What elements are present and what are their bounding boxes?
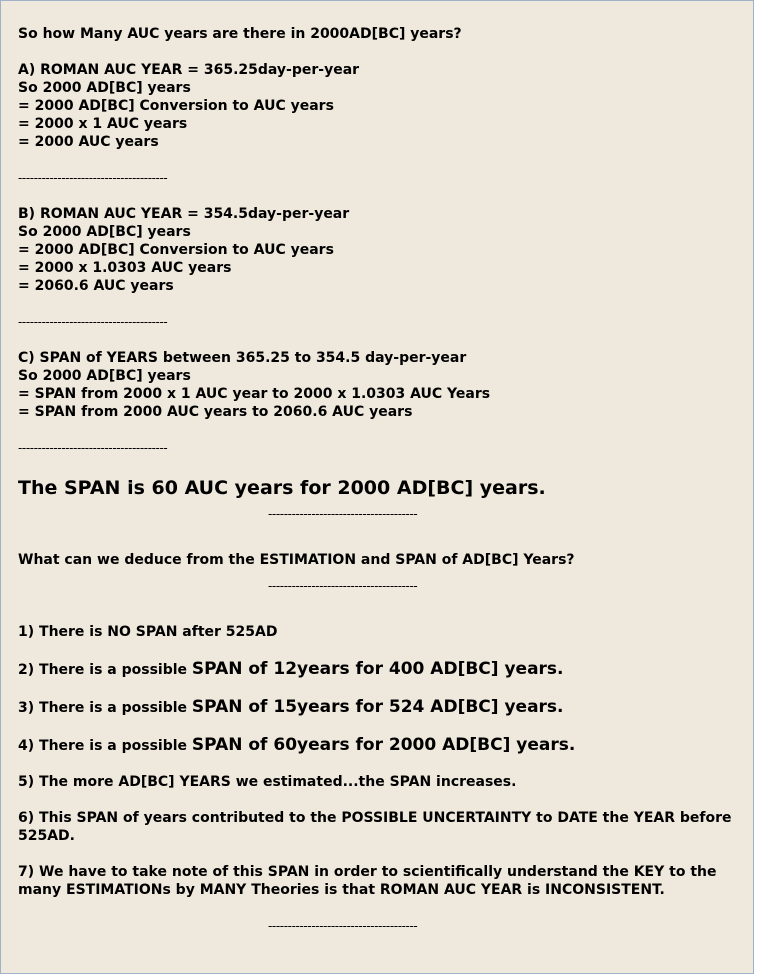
- section-b-line: = 2000 x 1.0303 AUC years: [18, 260, 232, 276]
- conclusion-heading: The SPAN is 60 AUC years for 2000 AD[BC] years.: [18, 477, 546, 499]
- separator-line: --------------------------------------: [268, 507, 418, 521]
- point-3: [18, 698, 738, 717]
- section-b-line: So 2000 AD[BC] years: [18, 224, 191, 240]
- section-a: [18, 61, 738, 151]
- section-b: [18, 205, 738, 295]
- section-c-line: = SPAN from 2000 AUC years to 2060.6 AUC years: [18, 404, 413, 420]
- separator-line: --------------------------------------: [18, 171, 168, 185]
- point-4: [18, 736, 738, 755]
- section-b-line: = 2060.6 AUC years: [18, 278, 174, 294]
- section-b-line: B) ROMAN AUC YEAR = 354.5day-per-year: [18, 206, 350, 222]
- section-a-line: = 2000 AD[BC] Conversion to AUC years: [18, 98, 334, 114]
- section-a-line: = 2000 x 1 AUC years: [18, 116, 188, 132]
- deduce-question: What can we deduce from the ESTIMATION and SPAN of AD[BC] Years?: [18, 552, 575, 568]
- section-c: [18, 349, 738, 421]
- point-2: [18, 660, 738, 679]
- point-6: 6) This SPAN of years contributed to the POSSIBLE UNCERTAINTY to DATE the YEAR before 525AD.: [18, 810, 732, 844]
- section-c-line: So 2000 AD[BC] years: [18, 368, 191, 384]
- point-4-prefix: 4) There is a possible: [18, 738, 192, 754]
- section-a-line: A) ROMAN AUC YEAR = 365.25day-per-year: [18, 62, 360, 78]
- section-a-line: = 2000 AUC years: [18, 134, 159, 150]
- section-c-line: C) SPAN of YEARS between 365.25 to 354.5 day-per-year: [18, 350, 467, 366]
- section-c-line: = SPAN from 2000 x 1 AUC year to 2000 x 1.0303 AUC Years: [18, 386, 491, 402]
- separator-line: --------------------------------------: [18, 315, 168, 329]
- points-list: [18, 623, 738, 899]
- section-b-line: = 2000 AD[BC] Conversion to AUC years: [18, 242, 334, 258]
- point-2-prefix: 2) There is a possible: [18, 662, 192, 678]
- separator-line: --------------------------------------: [268, 579, 418, 593]
- point-7: 7) We have to take note of this SPAN in order to scientifically understand the KEY to the many ESTIMATIONs by MANY Theories is that ROMAN AUC YEAR is INCONSISTENT.: [18, 864, 717, 898]
- separator-line: --------------------------------------: [268, 919, 418, 933]
- document-content: [18, 25, 738, 935]
- point-3-emphasis: SPAN of 15years for 524 AD[BC] years.: [191, 697, 564, 717]
- section-a-line: So 2000 AD[BC] years: [18, 80, 191, 96]
- separator-line: --------------------------------------: [18, 441, 168, 455]
- point-3-prefix: 3) There is a possible: [18, 700, 192, 716]
- point-1: 1) There is NO SPAN after 525AD: [18, 624, 278, 640]
- point-2-emphasis: SPAN of 12years for 400 AD[BC] years.: [191, 659, 564, 679]
- point-5: 5) The more AD[BC] YEARS we estimated...the SPAN increases.: [18, 774, 517, 790]
- question-text: So how Many AUC years are there in 2000AD[BC] years?: [18, 26, 462, 42]
- point-4-emphasis: SPAN of 60years for 2000 AD[BC] years.: [191, 735, 576, 755]
